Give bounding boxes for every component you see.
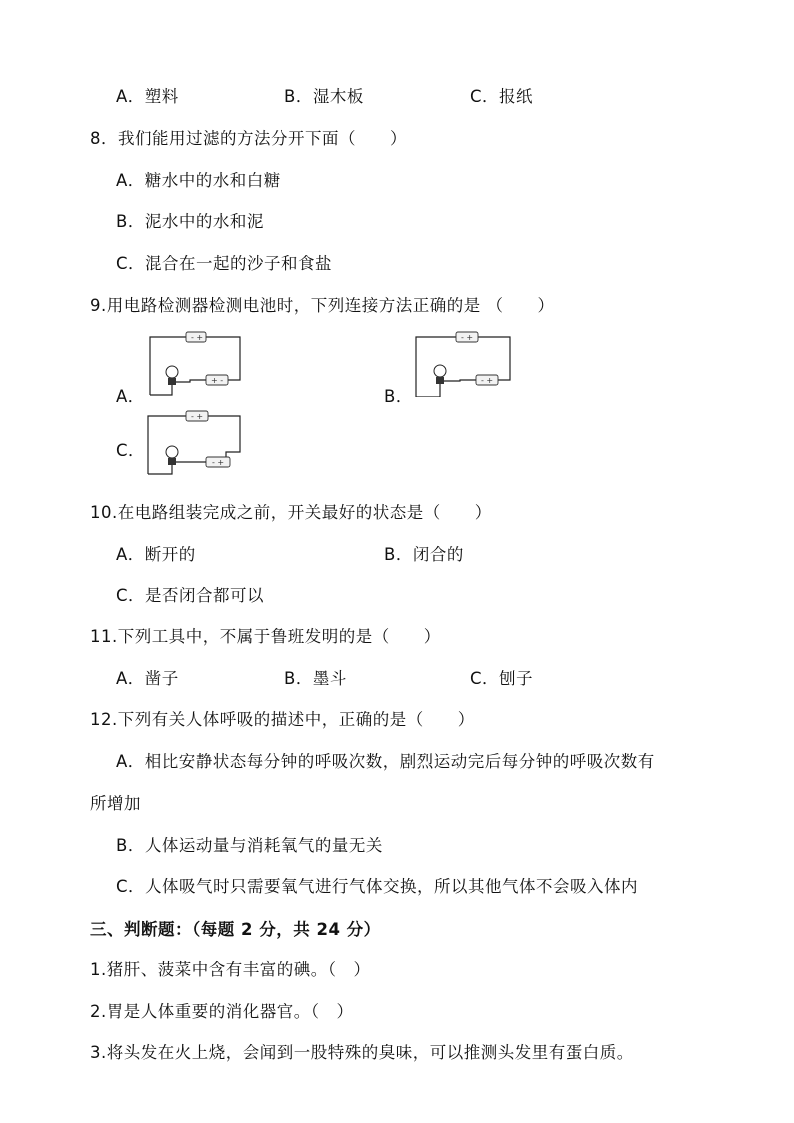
q11-option-c: C．刨子 [470,669,534,688]
q9-option-b-label: B． [384,387,413,406]
battery-polarity-top: - + [191,412,204,421]
bulb-icon [166,366,178,378]
battery-polarity-top: - + [191,333,204,342]
circuit-diagram-a [140,325,250,397]
q7-option-a: A．塑料 [116,87,179,106]
bulb-icon [434,365,446,377]
circuit-diagram-b [408,325,518,397]
bulb-base-icon [168,458,176,465]
q8-option-b: B．泥水中的水和泥 [116,212,264,231]
q11-option-a: A．凿子 [116,669,179,688]
q10-stem: 10.在电路组装完成之前，开关最好的状态是（ ） [90,503,492,522]
q8-option-c: C．混合在一起的沙子和食盐 [116,254,333,273]
bulb-base-icon [168,378,176,385]
q11-stem: 11.下列工具中，不属于鲁班发明的是（ ） [90,627,441,646]
q12-stem: 12.下列有关人体呼吸的描述中，正确的是（ ） [90,710,475,729]
q11-option-b: B．墨斗 [284,669,347,688]
q9-option-c-label: C． [116,441,146,460]
judgment-item-2: 2.胃是人体重要的消化器官。（ ） [90,1002,354,1021]
q12-option-b: B．人体运动量与消耗氧气的量无关 [116,836,383,855]
q12-option-a-line1: A．相比安静状态每分钟的呼吸次数，剧烈运动完后每分钟的呼吸次数有 [116,752,655,771]
battery-polarity-bottom: - + [481,376,494,385]
q12-option-a-line2: 所增加 [90,794,141,813]
judgment-item-3: 3.将头发在火上烧，会闻到一股特殊的臭味，可以推测头发里有蛋白质。 [90,1043,634,1062]
q9-stem: 9.用电路检测器检测电池时，下列连接方法正确的是 （ ） [90,296,555,315]
q12-option-c: C．人体吸气时只需要氧气进行气体交换，所以其他气体不会吸入体内 [116,877,639,896]
judgment-item-1: 1.猪肝、菠菜中含有丰富的碘。（ ） [90,960,371,979]
bulb-icon [166,446,178,458]
q8-stem: 8．我们能用过滤的方法分开下面（ ） [90,129,407,148]
bulb-base-icon [436,377,444,384]
section-heading-judgment: 三、判断题：（每题 2 分，共 24 分） [90,920,381,939]
q7-option-c: C．报纸 [470,87,534,106]
q9-option-a-label: A． [116,387,145,406]
q10-option-a: A．断开的 [116,545,196,564]
q10-option-b: B．闭合的 [384,545,464,564]
q8-option-a: A．糖水中的水和白糖 [116,171,281,190]
circuit-diagram-c [140,402,250,477]
battery-polarity-bottom: - + [212,458,225,467]
q10-option-c: C．是否闭合都可以 [116,586,265,605]
q7-option-b: B．湿木板 [284,87,364,106]
battery-polarity-top: - + [461,333,474,342]
battery-polarity-bottom: + - [211,376,224,385]
